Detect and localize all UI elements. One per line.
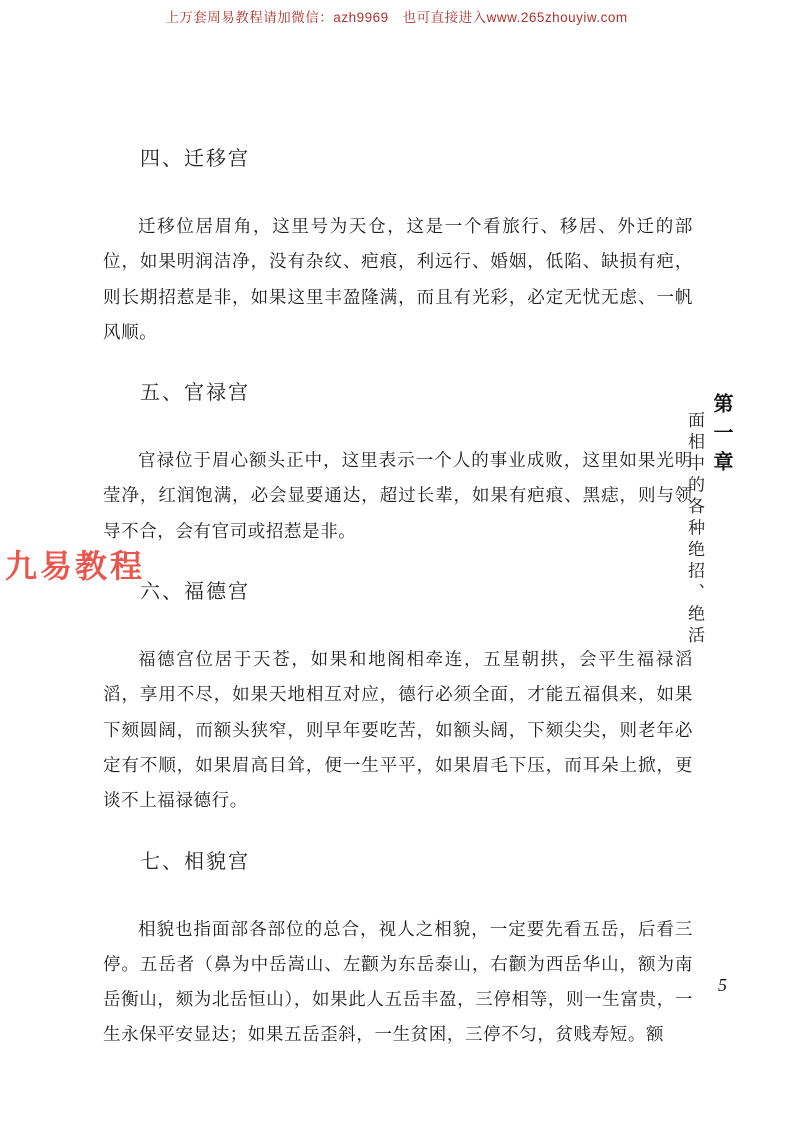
section-heading: 五、官禄宫 [140, 382, 250, 405]
section-xiangmao-gong [103, 849, 693, 1053]
section-paragraph: 相貌也指面部各部位的总合，视人之相貌，一定要先看五岳，后看三停。五岳者（鼻为中岳嵩山、左颧为东岳泰山，右颧为西岳华山，额为南岳衡山，颏为北岳恒山），如果此人五岳丰盈，三停相等，则一生富贵，一生永保平安显达；如果五岳歪斜，一生贫困，三停不匀，贫贱寿短。额 [103, 918, 693, 1045]
watermark: 九易教程 [5, 548, 146, 584]
section-fude-gong [103, 579, 693, 818]
section-heading: 六、福德宫 [140, 581, 250, 604]
chapter-title-vertical: 面相中的各种绝招、绝活 [685, 411, 704, 648]
section-paragraph: 迁移位居眉角，这里号为天仓，这是一个看旅行、移居、外迁的部位，如果明润洁净，没有杂纹、疤痕，利远行、婚姻，低陷、缺损有疤，则长期招惹是非，如果这里丰盈隆满，而且有光彩，必定无忧无虑、一帆风顺。 [103, 216, 693, 342]
section-qianyi-gong [103, 146, 693, 350]
section-paragraph: 福德宫位居于天苍，如果和地阁相牵连，五星朝拱，会平生福禄滔滔，享用不尽，如果天地相互对应，德行必须全面，才能五福俱来，如果下颏圆阔，而额头狭窄，则早年要吃苦，如额头阔，下颏尖尖，则老年必定有不顺，如果眉高目耸，便一生平平，如果眉毛下压，而耳朵上掀，更谈不上福禄德行。 [103, 649, 693, 811]
chapter-number-vertical: 第一章 [710, 393, 732, 480]
section-heading: 七、相貌宫 [140, 850, 250, 873]
page-number: 5 [718, 975, 727, 995]
section-guanlu-gong [103, 380, 693, 549]
chapter-strip [682, 393, 736, 753]
promo-banner: 上万套周易教程请加微信：azh9969 也可直接进入www.265zhouyiw.com [165, 10, 628, 25]
section-heading: 四、迁移宫 [140, 148, 250, 170]
section-paragraph: 官禄位于眉心额头正中，这里表示一个人的事业成败，这里如果光明莹净，红润饱满，必会显要通达，超过长辈，如果有疤痕、黑痣，则与领导不合，会有官司或招惹是非。 [103, 450, 693, 541]
page-body [103, 146, 693, 1053]
